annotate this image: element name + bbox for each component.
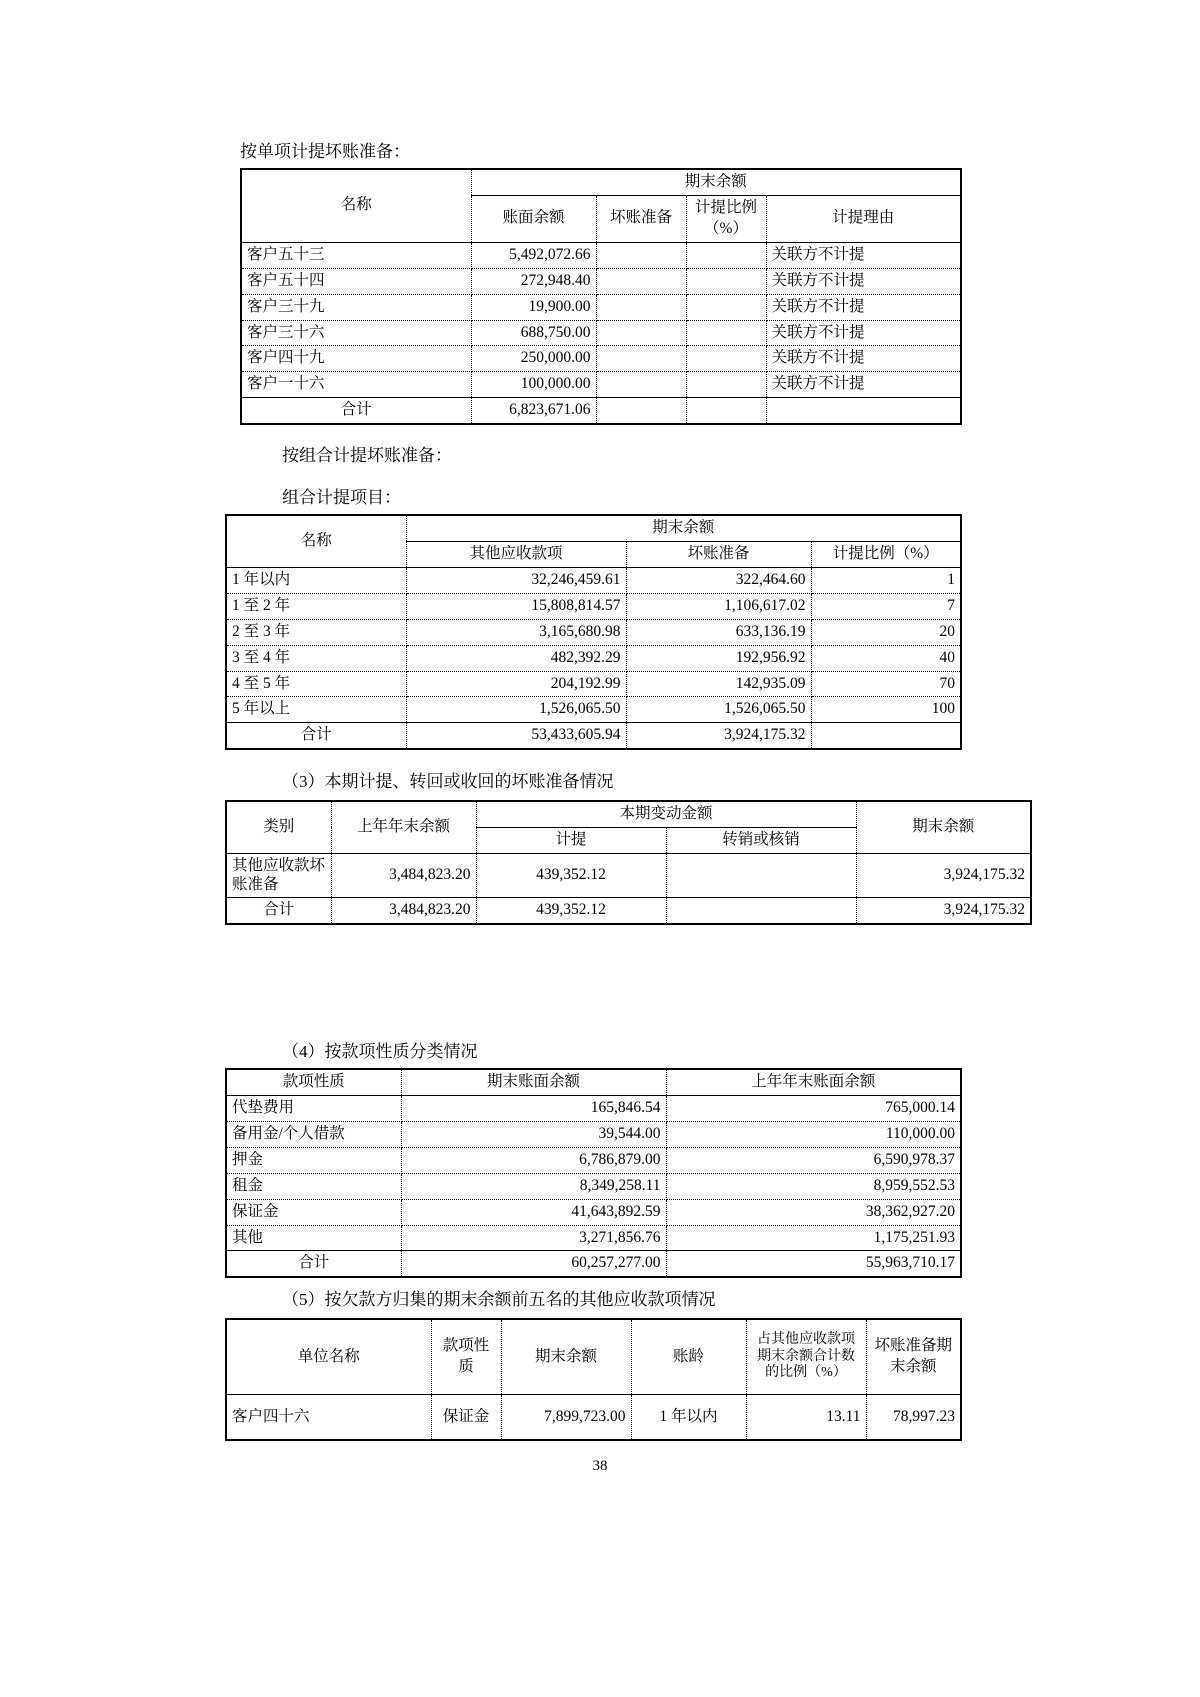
cell-ratio: 70 — [811, 671, 961, 697]
cell-aging: 5 年以上 — [226, 697, 406, 723]
cell-aging: 1 年以内 — [226, 567, 406, 593]
cell-amount: 482,392.29 — [406, 645, 626, 671]
table-row — [226, 1225, 961, 1251]
cell-bad: 1,106,617.02 — [626, 593, 811, 619]
cell-end: 165,846.54 — [401, 1095, 666, 1121]
cell-reason: 关联方不计提 — [766, 346, 961, 372]
table-row — [226, 1395, 961, 1441]
cell-last: 765,000.14 — [666, 1095, 961, 1121]
cell-reason: 关联方不计提 — [766, 268, 961, 294]
table-combination-provision — [225, 514, 962, 750]
cell-total-label: 合计 — [226, 723, 406, 749]
header-reason: 计提理由 — [766, 195, 961, 242]
header-period-end: 期末余额 — [501, 1319, 631, 1395]
table-row — [226, 567, 961, 593]
cell-ratio — [686, 242, 766, 268]
cell-bad: 322,464.60 — [626, 567, 811, 593]
cell-reason: 关联方不计提 — [766, 242, 961, 268]
table-total-row — [226, 897, 1031, 923]
header-ratio: 占其他应收款项期末余额合计数的比例（%） — [746, 1319, 866, 1395]
cell-end: 3,271,856.76 — [401, 1225, 666, 1251]
table-row — [241, 294, 961, 320]
table-total-row — [241, 398, 961, 424]
cell-nature: 押金 — [226, 1147, 401, 1173]
header-nature: 款项性质 — [226, 1069, 401, 1095]
table-row — [226, 645, 961, 671]
cell-nature: 其他 — [226, 1225, 401, 1251]
table-row — [241, 268, 961, 294]
cell-provision: 439,352.12 — [476, 853, 666, 897]
cell-aging: 4 至 5 年 — [226, 671, 406, 697]
cell-end: 39,544.00 — [401, 1121, 666, 1147]
table-header-row — [226, 1319, 961, 1395]
cell-name: 客户五十三 — [241, 242, 471, 268]
header-ratio: 计提比例（%） — [686, 195, 766, 242]
cell-nature: 保证金 — [431, 1395, 501, 1441]
cell-amount: 204,192.99 — [406, 671, 626, 697]
table-total-row — [226, 1251, 961, 1277]
header-period-end: 期末余额 — [856, 801, 1031, 853]
header-name: 名称 — [226, 515, 406, 567]
cell-ratio: 40 — [811, 645, 961, 671]
cell-ratio — [686, 268, 766, 294]
header-bad-debt-end: 坏账准备期末余额 — [866, 1319, 961, 1395]
cell-total-amount: 53,433,605.94 — [406, 723, 626, 749]
table-header-row — [241, 169, 961, 195]
section-subtitle-combination: 组合计提项目： — [282, 488, 401, 507]
table-row — [226, 1173, 961, 1199]
cell-unit: 客户四十六 — [226, 1395, 431, 1441]
cell-bad — [596, 294, 686, 320]
header-bad-debt: 坏账准备 — [626, 541, 811, 567]
cell-last: 38,362,927.20 — [666, 1199, 961, 1225]
cell-ratio — [686, 294, 766, 320]
cell-total-bad: 3,924,175.32 — [626, 723, 811, 749]
cell-name: 客户三十九 — [241, 294, 471, 320]
table-row — [226, 1147, 961, 1173]
cell-amount: 15,808,814.57 — [406, 593, 626, 619]
header-bad-debt: 坏账准备 — [596, 195, 686, 242]
cell-name: 客户四十九 — [241, 346, 471, 372]
page-number: 38 — [592, 1458, 608, 1474]
table-total-row — [226, 723, 961, 749]
header-nature: 款项性质 — [431, 1319, 501, 1395]
cell-amount: 32,246,459.61 — [406, 567, 626, 593]
cell-aging: 1 年以内 — [631, 1395, 746, 1441]
cell-total-last: 3,484,823.20 — [331, 897, 476, 923]
cell-bad — [596, 372, 686, 398]
header-provision: 计提 — [476, 827, 666, 853]
section-title-by-nature: （4）按款项性质分类情况 — [282, 1042, 478, 1061]
table-row — [226, 1095, 961, 1121]
header-name: 名称 — [241, 169, 471, 242]
table-header-row — [226, 1069, 961, 1095]
cell-last: 6,590,978.37 — [666, 1147, 961, 1173]
table-single-item-provision — [240, 168, 962, 425]
cell-nature: 租金 — [226, 1173, 401, 1199]
table-header-row — [226, 515, 961, 541]
cell-total-label: 合计 — [226, 897, 331, 923]
cell-ratio — [686, 372, 766, 398]
cell-name: 客户一十六 — [241, 372, 471, 398]
cell-aging: 1 至 2 年 — [226, 593, 406, 619]
header-aging: 账龄 — [631, 1319, 746, 1395]
cell-book: 5,492,072.66 — [471, 242, 596, 268]
cell-end: 8,349,258.11 — [401, 1173, 666, 1199]
header-period-end: 期末余额 — [406, 515, 961, 541]
cell-aging: 2 至 3 年 — [226, 619, 406, 645]
cell-bad — [596, 346, 686, 372]
cell-reason: 关联方不计提 — [766, 320, 961, 346]
cell-name: 客户五十四 — [241, 268, 471, 294]
cell-amount: 3,165,680.98 — [406, 619, 626, 645]
cell-ratio: 100 — [811, 697, 961, 723]
cell-amount: 1,526,065.50 — [406, 697, 626, 723]
header-unit-name: 单位名称 — [226, 1319, 431, 1395]
cell-ratio — [686, 346, 766, 372]
cell-total-book: 6,823,671.06 — [471, 398, 596, 424]
cell-writeoff — [666, 853, 856, 897]
cell-bad: 1,526,065.50 — [626, 697, 811, 723]
header-period-end-book: 期末账面余额 — [401, 1069, 666, 1095]
cell-book: 272,948.40 — [471, 268, 596, 294]
table-row — [226, 1121, 961, 1147]
cell-name: 客户三十六 — [241, 320, 471, 346]
cell-last: 8,959,552.53 — [666, 1173, 961, 1199]
section-title-provision-changes: （3）本期计提、转回或收回的坏账准备情况 — [282, 772, 614, 791]
cell-last: 110,000.00 — [666, 1121, 961, 1147]
cell-ratio: 1 — [811, 567, 961, 593]
cell-end: 3,924,175.32 — [856, 853, 1031, 897]
section-title-single-item: 按单项计提坏账准备： — [240, 142, 410, 161]
cell-total-ratio — [686, 398, 766, 424]
cell-total-reason — [766, 398, 961, 424]
table-provision-changes — [225, 800, 1032, 925]
cell-total-last: 55,963,710.17 — [666, 1251, 961, 1277]
cell-ratio: 20 — [811, 619, 961, 645]
table-row — [226, 1199, 961, 1225]
table-header-row — [226, 801, 1031, 827]
section-title-top-five: （5）按欠款方归集的期末余额前五名的其他应收款项情况 — [282, 1290, 716, 1309]
cell-bad — [596, 268, 686, 294]
cell-nature: 代垫费用 — [226, 1095, 401, 1121]
cell-bad: 192,956.92 — [626, 645, 811, 671]
header-ratio: 计提比例（%） — [811, 541, 961, 567]
cell-ratio: 7 — [811, 593, 961, 619]
cell-bad — [596, 242, 686, 268]
table-row — [226, 593, 961, 619]
cell-total-writeoff — [666, 897, 856, 923]
cell-total-provision: 439,352.12 — [476, 897, 666, 923]
header-other-receivable: 其他应收款项 — [406, 541, 626, 567]
table-by-nature — [225, 1068, 962, 1278]
header-period-end: 期末余额 — [471, 169, 961, 195]
header-last-year-end-book: 上年年末账面余额 — [666, 1069, 961, 1095]
header-category: 类别 — [226, 801, 331, 853]
table-row — [226, 853, 1031, 897]
table-row — [226, 619, 961, 645]
cell-nature: 保证金 — [226, 1199, 401, 1225]
cell-ratio: 13.11 — [746, 1395, 866, 1441]
cell-bad: 78,997.23 — [866, 1395, 961, 1441]
cell-book: 19,900.00 — [471, 294, 596, 320]
cell-end: 7,899,723.00 — [501, 1395, 631, 1441]
cell-total-label: 合计 — [241, 398, 471, 424]
cell-nature: 备用金/个人借款 — [226, 1121, 401, 1147]
table-row — [226, 671, 961, 697]
cell-total-ratio — [811, 723, 961, 749]
table-row — [241, 346, 961, 372]
table-row — [241, 242, 961, 268]
cell-category: 其他应收款坏账准备 — [226, 853, 331, 897]
table-row — [226, 697, 961, 723]
cell-book: 100,000.00 — [471, 372, 596, 398]
cell-aging: 3 至 4 年 — [226, 645, 406, 671]
cell-total-bad — [596, 398, 686, 424]
header-reversal-writeoff: 转销或核销 — [666, 827, 856, 853]
table-row — [241, 320, 961, 346]
cell-last: 3,484,823.20 — [331, 853, 476, 897]
cell-total-end: 60,257,277.00 — [401, 1251, 666, 1277]
cell-bad: 142,935.09 — [626, 671, 811, 697]
header-current-change: 本期变动金额 — [476, 801, 856, 827]
cell-reason: 关联方不计提 — [766, 372, 961, 398]
cell-bad — [596, 320, 686, 346]
cell-total-label: 合计 — [226, 1251, 401, 1277]
cell-book: 250,000.00 — [471, 346, 596, 372]
cell-end: 6,786,879.00 — [401, 1147, 666, 1173]
header-book-balance: 账面余额 — [471, 195, 596, 242]
header-last-year-end: 上年年末余额 — [331, 801, 476, 853]
cell-bad: 633,136.19 — [626, 619, 811, 645]
cell-end: 41,643,892.59 — [401, 1199, 666, 1225]
cell-ratio — [686, 320, 766, 346]
cell-total-end: 3,924,175.32 — [856, 897, 1031, 923]
cell-book: 688,750.00 — [471, 320, 596, 346]
section-title-combination: 按组合计提坏账准备： — [282, 446, 452, 465]
cell-reason: 关联方不计提 — [766, 294, 961, 320]
table-top-five-debtors — [225, 1318, 962, 1441]
table-row — [241, 372, 961, 398]
cell-last: 1,175,251.93 — [666, 1225, 961, 1251]
